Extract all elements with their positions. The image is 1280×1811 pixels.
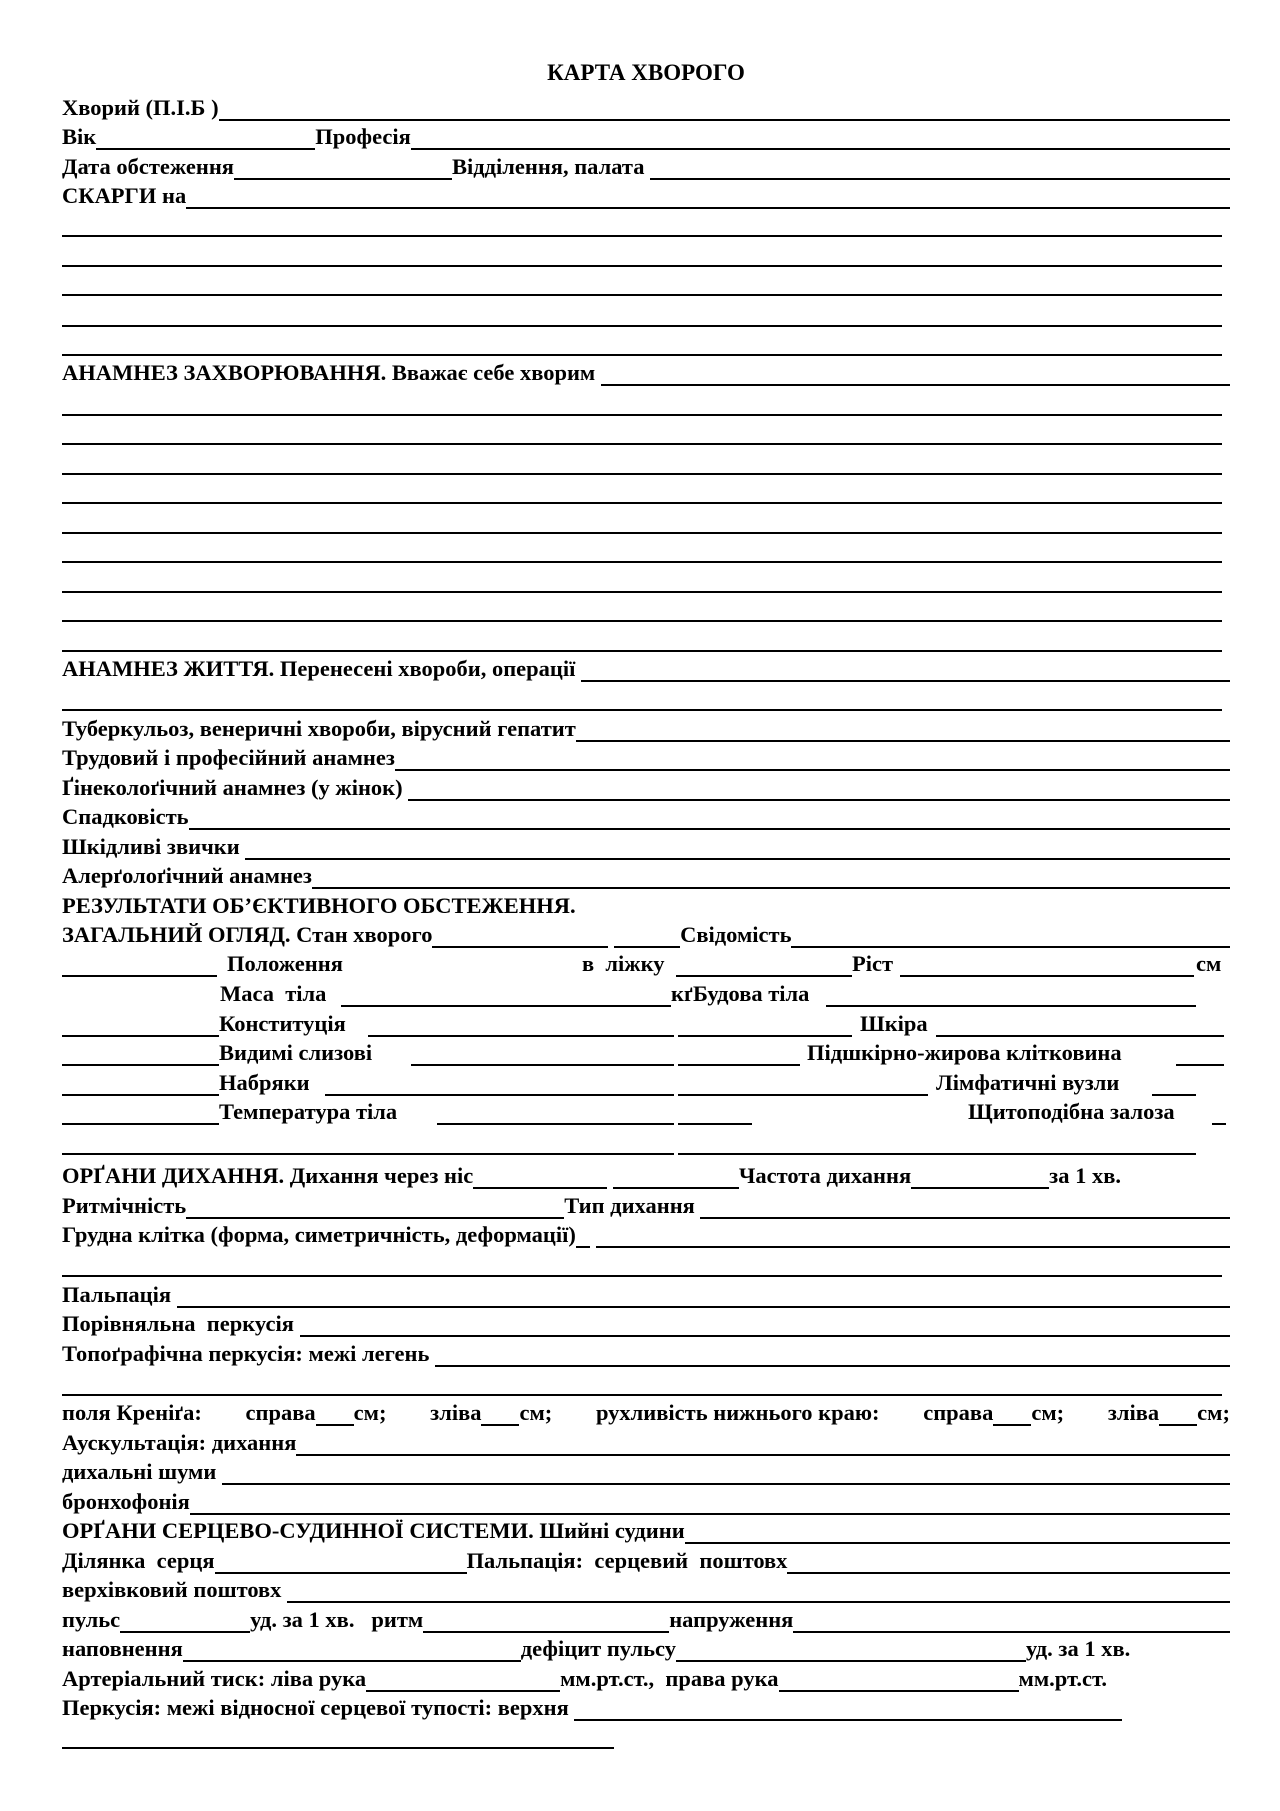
heart-percussion-row bbox=[62, 1691, 1122, 1721]
topographic-percussion-label: Топоґрафічна перкусія: межі легень bbox=[62, 1341, 436, 1366]
disease-history-line[interactable] bbox=[62, 473, 1222, 475]
edema-label: Набряки bbox=[219, 1070, 310, 1095]
right-col-field[interactable] bbox=[678, 1153, 1196, 1155]
bronchophony-field[interactable] bbox=[190, 1491, 1230, 1515]
bronchophony-row bbox=[62, 1485, 1230, 1515]
apex-label: верхівковий поштовх bbox=[62, 1577, 288, 1602]
heart-area-row bbox=[62, 1544, 1230, 1574]
breath-noises-row bbox=[62, 1455, 1230, 1485]
tension-field[interactable] bbox=[793, 1609, 1230, 1633]
weight-label: Маса тіла bbox=[220, 981, 327, 1006]
deficit-label: дефіцит пульсу bbox=[520, 1636, 676, 1661]
left-col-field[interactable] bbox=[62, 1064, 219, 1066]
apex-row bbox=[62, 1573, 1230, 1603]
constitution-field[interactable] bbox=[368, 1035, 674, 1037]
breathing-nose-row bbox=[62, 1159, 1230, 1189]
bronchophony-label: бронхофонія bbox=[62, 1489, 190, 1514]
comparative-percussion-label: Порівняльна перкусія bbox=[62, 1311, 300, 1336]
tb-field[interactable] bbox=[576, 718, 1230, 742]
heredity-label: Спадковість bbox=[62, 804, 189, 829]
nose-breathing-field-2[interactable] bbox=[613, 1165, 739, 1189]
condition-field[interactable] bbox=[432, 924, 608, 948]
department-label: Відділення, палата bbox=[451, 154, 651, 179]
patient-name-field[interactable] bbox=[219, 97, 1230, 121]
life-history-field[interactable] bbox=[581, 658, 1230, 682]
complaints-line[interactable] bbox=[62, 235, 1222, 237]
build-label: Будова тіла bbox=[693, 981, 810, 1006]
skin-label: Шкіра bbox=[860, 1011, 928, 1036]
breath-noises-field[interactable] bbox=[222, 1461, 1230, 1485]
life-history-line[interactable] bbox=[62, 709, 1222, 711]
resp-rate-field[interactable] bbox=[911, 1165, 1049, 1189]
date-department-row bbox=[62, 150, 1230, 180]
complaints-line[interactable] bbox=[62, 294, 1222, 296]
position-field[interactable] bbox=[676, 975, 852, 977]
heart-percussion-line[interactable] bbox=[62, 1747, 614, 1749]
respiratory-heading: ОРҐАНИ ДИХАННЯ. Дихання через ніс bbox=[62, 1163, 474, 1188]
kronig-label: поля Креніґа: bbox=[62, 1400, 202, 1425]
allergy-field[interactable] bbox=[312, 865, 1230, 889]
apex-field[interactable] bbox=[287, 1579, 1230, 1603]
neck-vessels-field[interactable] bbox=[685, 1520, 1230, 1544]
filling-row bbox=[62, 1632, 1230, 1662]
topographic-percussion-field[interactable] bbox=[435, 1343, 1230, 1367]
heart-percussion-label: Перкусія: межі відносної серцевої тупості: верхня bbox=[62, 1695, 575, 1720]
complaints-row bbox=[62, 179, 1230, 209]
comparative-percussion-row bbox=[62, 1307, 1230, 1337]
heredity-row bbox=[62, 800, 1230, 830]
pulse-row bbox=[62, 1603, 1230, 1633]
bp-right-unit: мм.рт.ст. bbox=[1018, 1666, 1107, 1691]
profession-field[interactable] bbox=[411, 126, 1230, 150]
form-title: КАРТА ХВОРОГО bbox=[547, 60, 745, 85]
right-col-field[interactable] bbox=[678, 1094, 928, 1096]
mucosa-label: Видимі слизові bbox=[219, 1040, 378, 1065]
mobility-label: рухливість нижнього краю: bbox=[595, 1400, 880, 1425]
lymph-field[interactable] bbox=[1152, 1094, 1196, 1096]
complaints-field[interactable] bbox=[186, 185, 1230, 209]
consciousness-label: Свідомість bbox=[680, 922, 792, 947]
deficit-per-min-label: уд. за 1 хв. bbox=[1025, 1636, 1131, 1661]
disease-history-label: АНАМНЕЗ ЗАХВОРЮВАННЯ. Вважає себе хворим bbox=[62, 360, 601, 385]
left-col-field[interactable] bbox=[62, 1094, 219, 1096]
complaints-line[interactable] bbox=[62, 265, 1222, 267]
cm-label: см bbox=[1196, 951, 1222, 976]
resp-rate-label: Частота дихання bbox=[738, 1163, 912, 1188]
life-history-label: АНАМНЕЗ ЖИТТЯ. Перенесені хвороби, операції bbox=[62, 656, 582, 681]
mobility-left-field[interactable] bbox=[1159, 1402, 1197, 1426]
left-col-field[interactable] bbox=[62, 1123, 219, 1125]
chest-field-2[interactable] bbox=[596, 1224, 1230, 1248]
gyn-history-label: Ґінеколоґічний анамнез (у жінок) bbox=[62, 775, 409, 800]
allergy-label: Алерґолоґічний анамнез bbox=[62, 863, 312, 888]
lymph-label: Лімфатичні вузли bbox=[936, 1070, 1120, 1095]
kronig-row bbox=[62, 1396, 1230, 1426]
complaints-line[interactable] bbox=[62, 325, 1222, 327]
work-history-row bbox=[62, 741, 1230, 771]
palpation-field[interactable] bbox=[177, 1284, 1230, 1308]
disease-history-row bbox=[62, 356, 1230, 386]
pulse-rhythm-field[interactable] bbox=[423, 1609, 669, 1633]
general-label: ЗАГАЛЬНИЙ ОГЛЯД. Стан хворого bbox=[62, 922, 433, 947]
gyn-history-field[interactable] bbox=[408, 777, 1230, 801]
objective-heading-row bbox=[62, 889, 1230, 919]
life-history-row bbox=[62, 652, 1230, 682]
breath-noises-label: дихальні шуми bbox=[62, 1459, 222, 1484]
palpation-label: Пальпація bbox=[62, 1282, 177, 1307]
disease-history-line[interactable] bbox=[62, 532, 1222, 534]
heart-palpation-field[interactable] bbox=[787, 1550, 1230, 1574]
allergy-row bbox=[62, 859, 1230, 889]
bp-row bbox=[62, 1662, 1230, 1692]
in-bed-label: в ліжку bbox=[582, 951, 665, 976]
kronig-right-field[interactable] bbox=[316, 1402, 354, 1426]
thyroid-field[interactable] bbox=[1212, 1123, 1226, 1125]
skin-field[interactable] bbox=[936, 1035, 1224, 1037]
breath-type-field[interactable] bbox=[700, 1195, 1230, 1219]
mucosa-field[interactable] bbox=[411, 1064, 674, 1066]
kronig-left-label: зліва bbox=[430, 1400, 482, 1425]
heredity-field[interactable] bbox=[189, 806, 1230, 830]
disease-history-line[interactable] bbox=[62, 561, 1222, 563]
right-col-field[interactable] bbox=[678, 1064, 800, 1066]
profession-label: Професія bbox=[315, 124, 411, 149]
deficit-field[interactable] bbox=[676, 1638, 1026, 1662]
rhythm-field[interactable] bbox=[186, 1195, 564, 1219]
kronig-left-field[interactable] bbox=[481, 1402, 519, 1426]
age-label: Вік bbox=[62, 124, 97, 149]
mobility-left-cm: см; bbox=[1197, 1400, 1230, 1425]
thyroid-label: Щитоподібна залоза bbox=[968, 1099, 1175, 1124]
cardio-heading-row bbox=[62, 1514, 1230, 1544]
kronig-right-cm: см; bbox=[353, 1400, 387, 1425]
general-row bbox=[62, 918, 1230, 948]
patient-name-label: Хворий (П.І.Б ) bbox=[62, 95, 219, 120]
palpation-row bbox=[62, 1278, 1230, 1308]
patient-name-row bbox=[62, 91, 1230, 121]
constitution-label: Конституція bbox=[219, 1011, 346, 1036]
chest-label: Грудна клітка (форма, симетричність, деформації) bbox=[62, 1222, 576, 1247]
bp-left-label: Артеріальний тиск: ліва рука bbox=[62, 1666, 367, 1691]
condition-field-2[interactable] bbox=[614, 924, 680, 948]
left-col-field[interactable] bbox=[62, 975, 217, 977]
weight-field[interactable] bbox=[341, 1005, 671, 1007]
mobility-right-field[interactable] bbox=[993, 1402, 1031, 1426]
heart-area-label: Ділянка серця bbox=[62, 1548, 215, 1573]
disease-history-line[interactable] bbox=[62, 414, 1222, 416]
exam-date-field[interactable] bbox=[234, 156, 452, 180]
cardio-heading: ОРҐАНИ СЕРЦЕВО-СУДИННОЇ СИСТЕМИ. Шийні судини bbox=[62, 1518, 685, 1543]
auscultation-field[interactable] bbox=[296, 1432, 1230, 1456]
temperature-field[interactable] bbox=[437, 1123, 674, 1125]
left-col-field[interactable] bbox=[62, 1035, 219, 1037]
right-col-field[interactable] bbox=[678, 1123, 752, 1125]
disease-history-line[interactable] bbox=[62, 620, 1222, 622]
position-label: Положення bbox=[227, 951, 343, 976]
tb-label: Туберкульоз, венеричні хвороби, вірусний гепатит bbox=[62, 716, 576, 741]
chest-row bbox=[62, 1218, 1230, 1248]
habits-field[interactable] bbox=[245, 836, 1230, 860]
chest-line[interactable] bbox=[62, 1275, 1222, 1277]
bp-left-unit: мм.рт.ст., bbox=[560, 1666, 655, 1691]
gyn-history-row bbox=[62, 771, 1230, 801]
age-profession-row bbox=[62, 120, 1230, 150]
rhythm-row bbox=[62, 1189, 1230, 1219]
auscultation-row bbox=[62, 1426, 1230, 1456]
habits-row bbox=[62, 830, 1230, 860]
topographic-percussion-row bbox=[62, 1337, 1230, 1367]
kronig-right-label: справа bbox=[245, 1400, 316, 1425]
disease-history-line[interactable] bbox=[62, 591, 1222, 593]
work-history-label: Трудовий і професійний анамнез bbox=[62, 745, 395, 770]
heart-palpation-label: Пальпація: серцевий поштовх bbox=[466, 1548, 788, 1573]
build-field[interactable] bbox=[826, 1005, 1196, 1007]
complaints-label: СКАРГИ на bbox=[62, 183, 187, 208]
work-history-field[interactable] bbox=[395, 747, 1230, 771]
subcutaneous-field[interactable] bbox=[1176, 1064, 1224, 1066]
rhythm-label: Ритмічність bbox=[62, 1193, 187, 1218]
height-field[interactable] bbox=[900, 975, 1194, 977]
consciousness-field[interactable] bbox=[791, 924, 1230, 948]
filling-field[interactable] bbox=[183, 1638, 521, 1662]
mobility-right-cm: см; bbox=[1031, 1400, 1065, 1425]
disease-history-line[interactable] bbox=[62, 502, 1222, 504]
tb-row bbox=[62, 712, 1230, 742]
right-col-field[interactable] bbox=[678, 1035, 852, 1037]
breath-type-label: Тип дихання bbox=[564, 1193, 701, 1218]
disease-history-field[interactable] bbox=[601, 362, 1230, 386]
temperature-label: Температура тіла bbox=[219, 1099, 403, 1124]
department-field[interactable] bbox=[650, 156, 1230, 180]
heart-area-field[interactable] bbox=[215, 1550, 467, 1574]
pulse-per-min-label: уд. за 1 хв. bbox=[250, 1607, 355, 1632]
kg-label: кґ bbox=[671, 981, 693, 1006]
comparative-percussion-field[interactable] bbox=[300, 1313, 1231, 1337]
bp-right-label: права рука bbox=[665, 1666, 779, 1691]
height-label: Ріст bbox=[852, 951, 894, 976]
nose-breathing-field[interactable] bbox=[473, 1165, 607, 1189]
heart-percussion-field[interactable] bbox=[574, 1697, 1122, 1721]
pulse-field[interactable] bbox=[120, 1609, 250, 1633]
chest-field[interactable] bbox=[576, 1224, 590, 1248]
exam-date-label: Дата обстеження bbox=[62, 154, 234, 179]
auscultation-label: Аускультація: дихання bbox=[62, 1430, 297, 1455]
left-col-field[interactable] bbox=[62, 1153, 674, 1155]
pulse-label: пульс bbox=[62, 1607, 121, 1632]
subcutaneous-label: Підшкірно-жирова клітковина bbox=[807, 1040, 1122, 1065]
resp-per-min-label: за 1 хв. bbox=[1049, 1163, 1121, 1188]
habits-label: Шкідливі звички bbox=[62, 834, 246, 859]
kronig-left-cm: см; bbox=[519, 1400, 553, 1425]
mobility-right-label: справа bbox=[923, 1400, 994, 1425]
bp-left-field[interactable] bbox=[366, 1668, 560, 1692]
tension-label: напруження bbox=[669, 1607, 794, 1632]
disease-history-line[interactable] bbox=[62, 443, 1222, 445]
filling-label: наповнення bbox=[62, 1636, 183, 1661]
bp-right-field[interactable] bbox=[779, 1668, 1019, 1692]
age-field[interactable] bbox=[96, 126, 315, 150]
rhythm-label-cardio: ритм bbox=[371, 1607, 424, 1632]
mobility-left-label: зліва bbox=[1107, 1400, 1160, 1425]
edema-field[interactable] bbox=[325, 1094, 674, 1096]
objective-heading: РЕЗУЛЬТАТИ ОБ’ЄКТИВНОГО ОБСТЕЖЕННЯ. bbox=[62, 893, 576, 918]
